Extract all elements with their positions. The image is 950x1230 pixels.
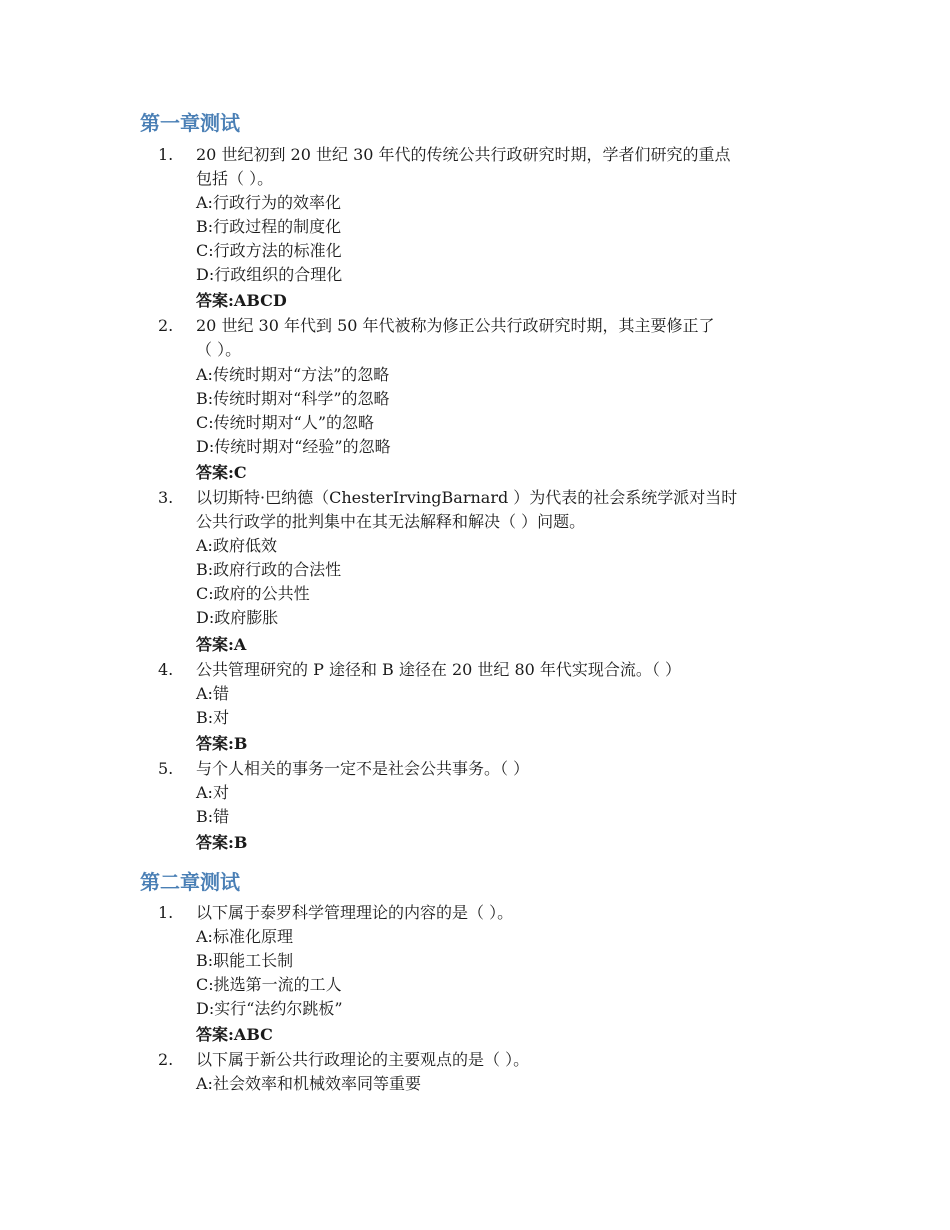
question-stem: 与个人相关的事务一定不是社会公共事务。（ ） [196, 759, 530, 778]
option-item: C:行政方法的标准化 [196, 241, 342, 260]
option-item: B:传统时期对“科学”的忽略 [196, 389, 390, 408]
answer-text: 答案:B [196, 833, 248, 852]
option-item: D:政府膨胀 [196, 608, 279, 627]
question-stem: 20 世纪初到 20 世纪 30 年代的传统公共行政研究时期，学者们研究的重点 [196, 145, 731, 164]
option-item: D:实行“法约尔跳板” [196, 999, 343, 1018]
question-stem: （ ）。 [196, 340, 242, 359]
question-number: 1. [158, 145, 174, 164]
question-number: 5. [158, 759, 174, 778]
chapter-title: 第二章测试 [140, 870, 240, 894]
question-stem: 20 世纪 30 年代到 50 年代被称为修正公共行政研究时期，其主要修正了 [196, 316, 715, 335]
question-number: 2. [158, 316, 174, 335]
option-item: A:传统时期对“方法”的忽略 [196, 365, 390, 384]
option-item: D:传统时期对“经验”的忽略 [196, 437, 391, 456]
option-item: C:传统时期对“人”的忽略 [196, 413, 374, 432]
option-item: A:对 [196, 783, 229, 802]
answer-text: 答案:ABC [196, 1025, 273, 1044]
option-item: A:错 [196, 684, 229, 703]
question-number: 2. [158, 1050, 174, 1069]
question-number: 1. [158, 903, 174, 922]
option-item: B:政府行政的合法性 [196, 560, 342, 579]
question-stem: 包括（ ）。 [196, 169, 274, 188]
option-item: A:标准化原理 [196, 927, 293, 946]
answer-text: 答案:C [196, 463, 247, 482]
option-item: A:社会效率和机械效率同等重要 [196, 1074, 421, 1093]
option-item: B:行政过程的制度化 [196, 217, 342, 236]
option-item: B:错 [196, 807, 230, 826]
answer-text: 答案:ABCD [196, 291, 287, 310]
question-number: 4. [158, 660, 174, 679]
chapter-title: 第一章测试 [140, 111, 240, 135]
option-item: C:挑选第一流的工人 [196, 975, 342, 994]
question-stem: 公共管理研究的 P 途径和 B 途径在 20 世纪 80 年代实现合流。（ ） [196, 660, 682, 679]
question-stem: 以下属于新公共行政理论的主要观点的是（ ）。 [196, 1050, 530, 1069]
option-item: A:政府低效 [196, 536, 277, 555]
option-item: A:行政行为的效率化 [196, 193, 341, 212]
option-item: B:职能工长制 [196, 951, 294, 970]
question-stem: 以切斯特·巴纳德（ChesterIrvingBarnard ）为代表的社会系统学派对当时 [196, 488, 738, 507]
option-item: C:政府的公共性 [196, 584, 310, 603]
question-number: 3. [158, 488, 174, 507]
question-stem: 公共行政学的批判集中在其无法解释和解决（ ）问题。 [196, 512, 586, 531]
answer-text: 答案:A [196, 635, 247, 654]
option-item: B:对 [196, 708, 230, 727]
answer-text: 答案:B [196, 734, 248, 753]
option-item: D:行政组织的合理化 [196, 265, 343, 284]
question-stem: 以下属于泰罗科学管理理论的内容的是（ ）。 [196, 903, 514, 922]
